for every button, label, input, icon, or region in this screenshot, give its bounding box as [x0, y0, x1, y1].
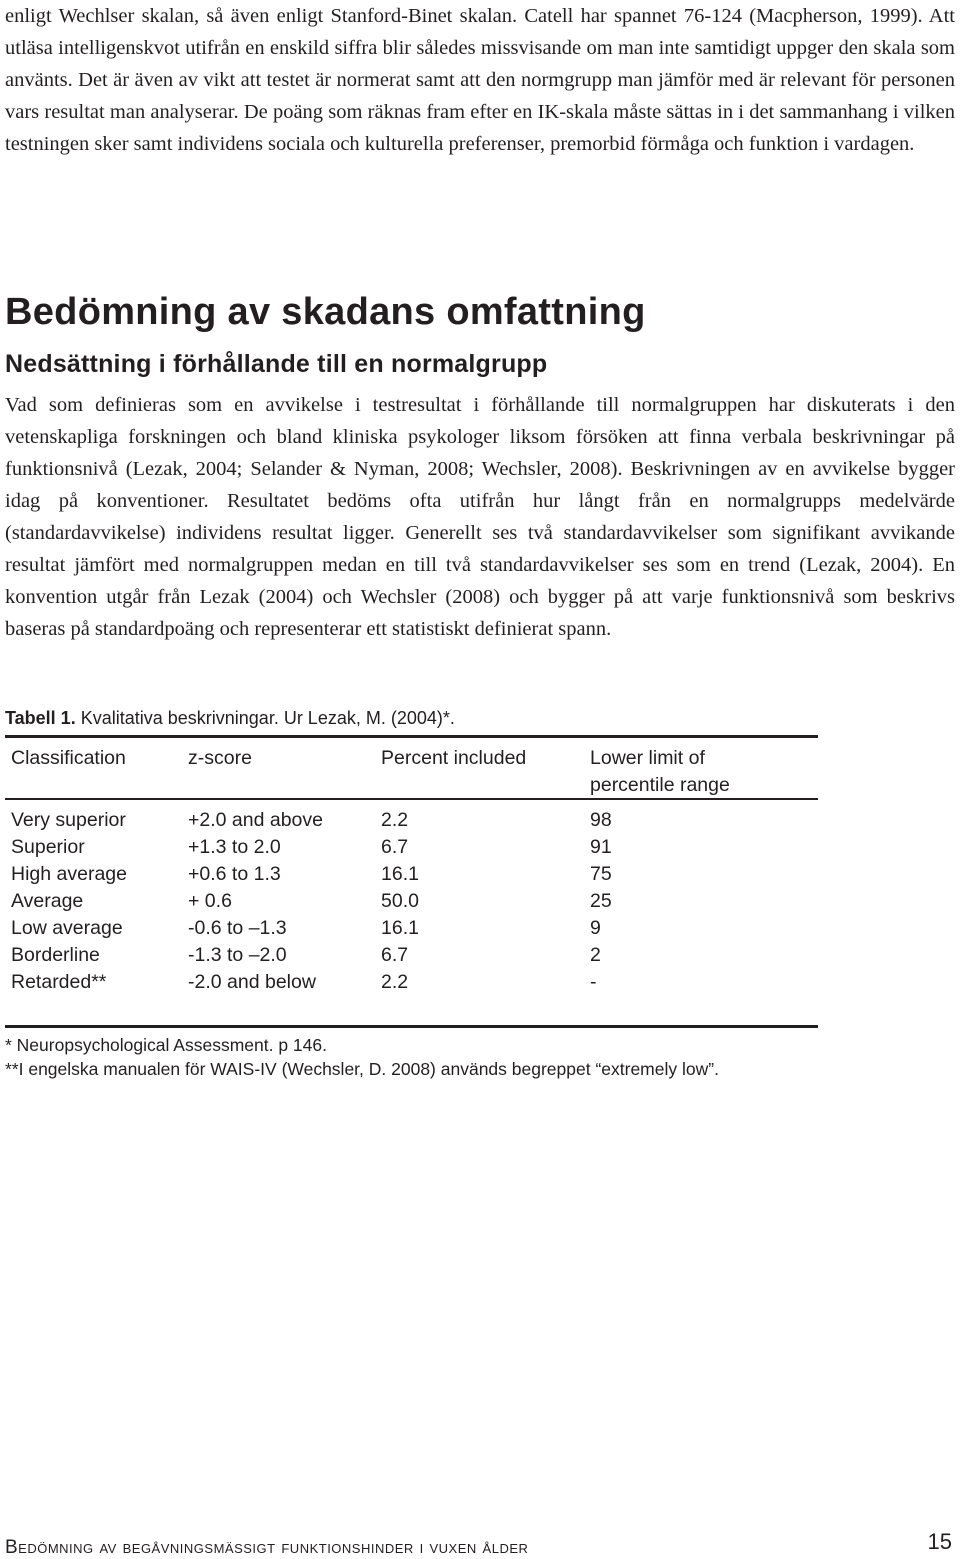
table-top-rule — [5, 735, 818, 738]
cell-percent-included: 6.7 — [381, 836, 409, 858]
cell-lower-limit: 9 — [590, 917, 601, 939]
page-number: 15 — [927, 1529, 952, 1554]
table-body — [0, 807, 960, 996]
cell-lower-limit: 2 — [590, 944, 601, 966]
cell-percent-included: 16.1 — [381, 863, 419, 885]
cell-classification: Superior — [11, 836, 85, 858]
cell-lower-limit: 25 — [590, 890, 612, 912]
cell-z-score: +2.0 and above — [188, 809, 323, 831]
cell-percent-included: 2.2 — [381, 971, 409, 993]
cell-classification: Average — [11, 890, 84, 912]
cell-z-score: + 0.6 — [188, 890, 232, 912]
cell-z-score: +1.3 to 2.0 — [188, 836, 281, 858]
column-header-percent-included: Percent included — [381, 747, 527, 769]
cell-percent-included: 16.1 — [381, 917, 419, 939]
cell-classification: High average — [11, 863, 127, 885]
column-header-z-score: z-score — [188, 747, 252, 769]
column-header-classification: Classification — [11, 747, 126, 769]
subsection-heading: Nedsättning i förhållande till en normalgrupp — [5, 350, 548, 378]
table-row — [0, 861, 960, 888]
section-heading: Bedömning av skadans omfattning — [5, 291, 646, 333]
table-bottom-rule — [5, 1025, 818, 1028]
cell-percent-included: 2.2 — [381, 809, 409, 831]
cell-percent-included: 50.0 — [381, 890, 419, 912]
table-row — [0, 969, 960, 996]
table-footnote: **I engelska manualen för WAIS-IV (Wechsler, D. 2008) används begreppet “extremely low”. — [5, 1059, 719, 1079]
table-caption-label: Tabell 1. — [5, 708, 76, 728]
cell-z-score: -2.0 and below — [188, 971, 316, 993]
table-row — [0, 807, 960, 834]
cell-classification: Low average — [11, 917, 123, 939]
table-row — [0, 834, 960, 861]
table-row — [0, 888, 960, 915]
column-header-lower-limit — [590, 745, 730, 799]
section-paragraph: Vad som definieras som en avvikelse i testresultat i förhållande till normalgruppen har diskuterats i den vetenskapliga forskningen och bland kliniska psykologer liksom försöken att finna verbala beskrivningar på funktionsnivå (Lezak, 2004; Selander & Nyman, 2008; Wechsler, 2008). Beskrivningen av en avvikelse bygger idag på konventioner. Resultatet bedöms ofta utifrån hur långt från en normalgrupps medelvärde (standardavvikelse) individens resultat ligger. Generellt ses två standardavvikelser som signifikant avvikande resultat jämfört med normalgruppen medan en till två standardavvikelser ses som en trend (Lezak, 2004). En konvention utgår från Lezak (2004) och Wechsler (2008) och bygger på att varje funktionsnivå som beskrivs baseras på standardpoäng och representerar ett statistiskt definierat spann. — [5, 394, 955, 640]
cell-classification: Retarded** — [11, 971, 107, 993]
cell-lower-limit: 98 — [590, 809, 612, 831]
table-header-rule — [5, 798, 818, 800]
cell-percent-included: 6.7 — [381, 944, 409, 966]
column-header-lower-limit-line2: percentile range — [590, 774, 730, 796]
running-footer-title: Bedömning av begåvningsmässigt funktionshinder i vuxen ålder — [5, 1537, 529, 1558]
cell-z-score: -1.3 to –2.0 — [188, 944, 287, 966]
cell-z-score: -0.6 to –1.3 — [188, 917, 287, 939]
cell-classification: Borderline — [11, 944, 100, 966]
table-caption-text: Kvalitativa beskrivningar. Ur Lezak, M. (2004)*. — [80, 708, 455, 728]
cell-lower-limit: 91 — [590, 836, 612, 858]
intro-paragraph: enligt Wechlser skalan, så även enligt Stanford-Binet skalan. Catell har spannet 76-124 (Macpherson, 1999). Att utläsa intelligenskvot utifrån en enskild siffra blir således missvisande om man inte samtidigt uppger den skala som använts. Det är även av vikt att testet är normerat samt att den normgrupp man jämför med är relevant för personen vars resultat man analyserar. De poäng som räknas fram efter en IK-skala måste sättas in i det sammanhang i vilken testningen sker samt individens sociala och kulturella preferenser, premorbid förmåga och funktion i vardagen. — [5, 5, 955, 155]
table-caption — [5, 708, 455, 729]
column-header-lower-limit-line1: Lower limit of — [590, 747, 705, 769]
cell-classification: Very superior — [11, 809, 126, 831]
table-row — [0, 915, 960, 942]
cell-lower-limit: 75 — [590, 863, 612, 885]
table-footnote: * Neuropsychological Assessment. p 146. — [5, 1035, 327, 1055]
cell-z-score: +0.6 to 1.3 — [188, 863, 281, 885]
table-row — [0, 942, 960, 969]
cell-lower-limit: - — [590, 971, 597, 993]
